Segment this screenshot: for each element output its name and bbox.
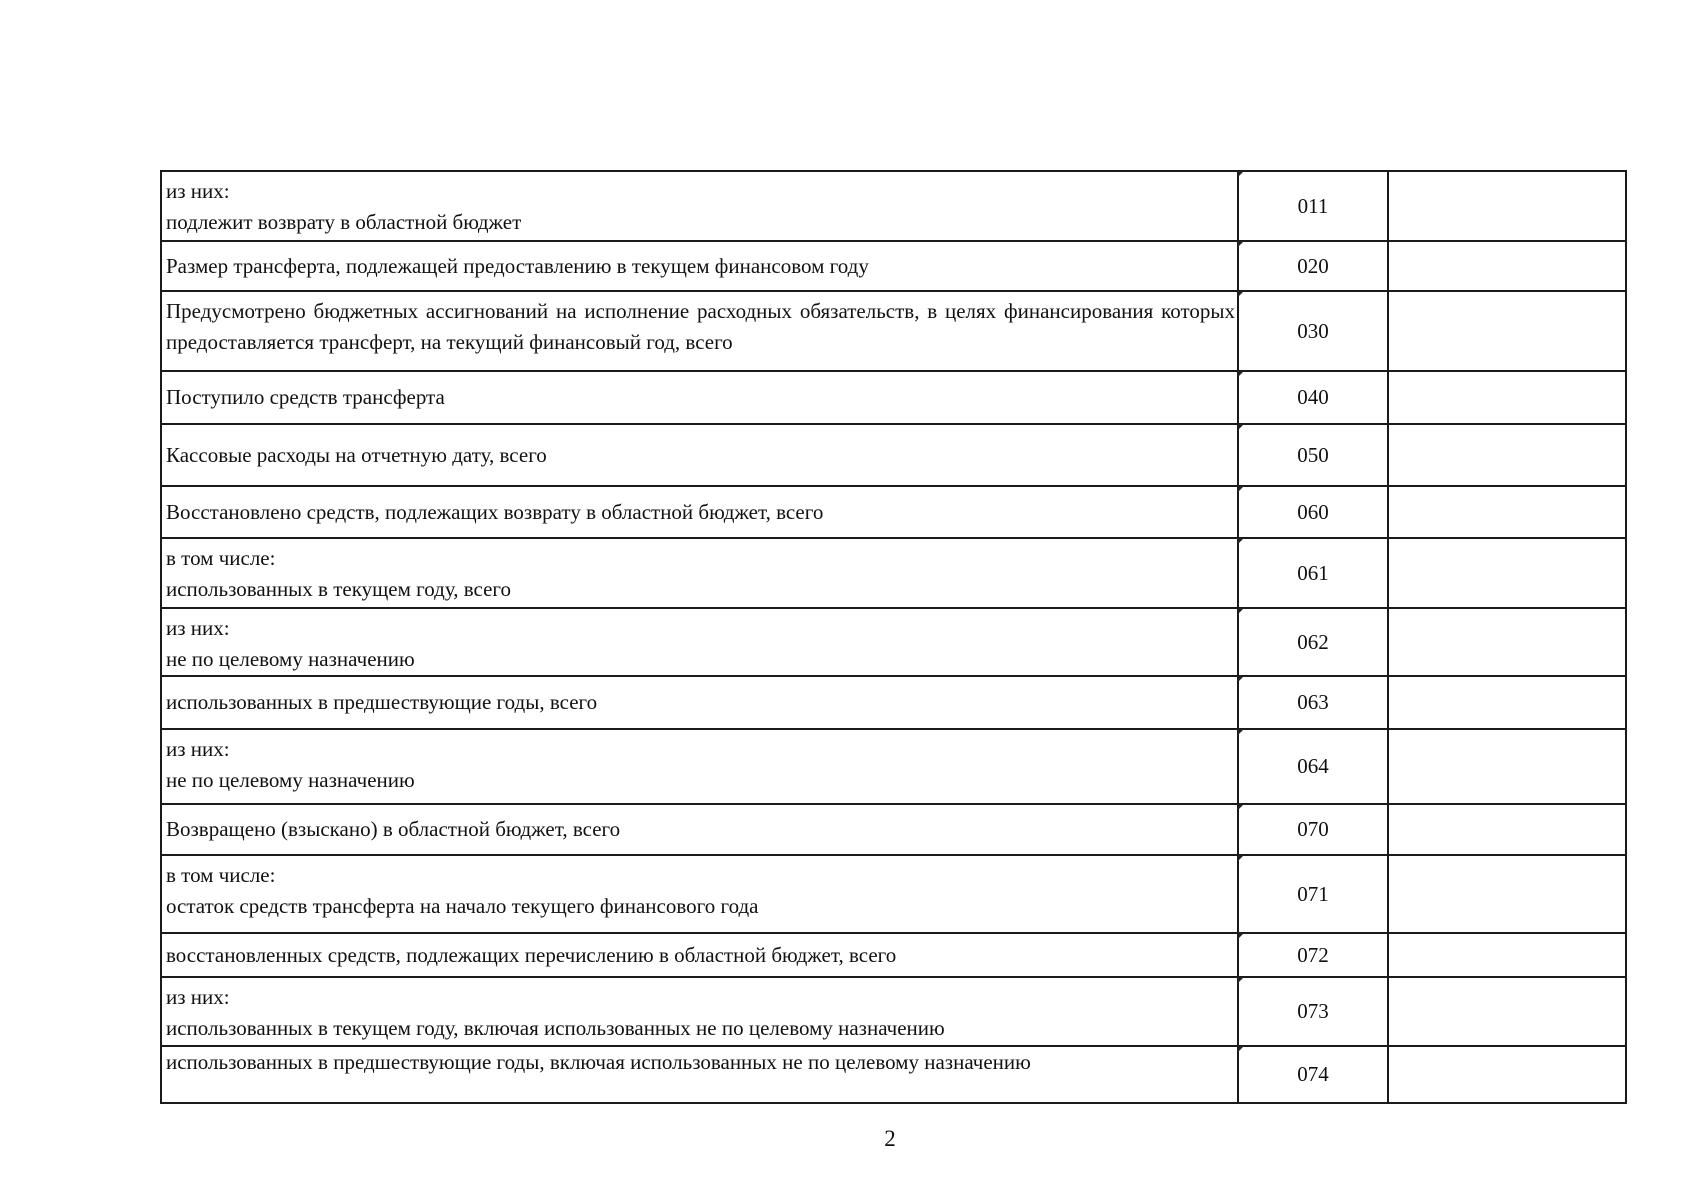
row-description: использованных в предшествующие годы, включая использованных не по целевому назначению (161, 1046, 1238, 1103)
table-row (161, 855, 1626, 933)
row-code: 071 (1238, 855, 1388, 933)
row-code: 062 (1238, 608, 1388, 676)
table-row (161, 729, 1626, 804)
row-code: 063 (1238, 676, 1388, 729)
row-description: в том числе: использованных в текущем году, всего (161, 538, 1238, 608)
table-row (161, 977, 1626, 1046)
row-value[interactable] (1388, 171, 1626, 241)
table-row (161, 608, 1626, 676)
table-row (161, 486, 1626, 538)
row-description: Предусмотрено бюджетных ассигнований на исполнение расходных обязательств, в целях финансирования которых предоставляется трансферт, на текущий финансовый год, всего (161, 291, 1238, 371)
row-code: 074 (1238, 1046, 1388, 1103)
row-value[interactable] (1388, 424, 1626, 486)
row-description: Кассовые расходы на отчетную дату, всего (161, 424, 1238, 486)
row-value[interactable] (1388, 1046, 1626, 1103)
row-code: 040 (1238, 371, 1388, 424)
row-description: из них: не по целевому назначению (161, 729, 1238, 804)
row-code: 073 (1238, 977, 1388, 1046)
row-code: 070 (1238, 804, 1388, 855)
row-code: 072 (1238, 933, 1388, 977)
row-code: 020 (1238, 241, 1388, 291)
table-row (161, 371, 1626, 424)
row-value[interactable] (1388, 486, 1626, 538)
row-code: 060 (1238, 486, 1388, 538)
table-row (161, 933, 1626, 977)
row-code: 050 (1238, 424, 1388, 486)
row-description: из них: подлежит возврату в областной бюджет (161, 171, 1238, 241)
page-number: 2 (884, 1126, 896, 1151)
row-description: восстановленных средств, подлежащих перечислению в областной бюджет, всего (161, 933, 1238, 977)
table-row (161, 291, 1626, 371)
table-row (161, 424, 1626, 486)
row-value[interactable] (1388, 241, 1626, 291)
table-row (161, 676, 1626, 729)
table-row (161, 171, 1626, 241)
row-value[interactable] (1388, 291, 1626, 371)
row-code: 061 (1238, 538, 1388, 608)
table-row (161, 241, 1626, 291)
row-description: использованных в предшествующие годы, всего (161, 676, 1238, 729)
row-code: 030 (1238, 291, 1388, 371)
row-code: 011 (1238, 171, 1388, 241)
row-description: из них: использованных в текущем году, включая использованных не по целевому назначению (161, 977, 1238, 1046)
row-description: в том числе: остаток средств трансферта на начало текущего финансового года (161, 855, 1238, 933)
row-value[interactable] (1388, 608, 1626, 676)
row-value[interactable] (1388, 371, 1626, 424)
table-row (161, 804, 1626, 855)
row-value[interactable] (1388, 855, 1626, 933)
table-row (161, 538, 1626, 608)
row-value[interactable] (1388, 804, 1626, 855)
row-description: Размер трансферта, подлежащей предоставлению в текущем финансовом году (161, 241, 1238, 291)
row-value[interactable] (1388, 538, 1626, 608)
report-table (160, 170, 1627, 1104)
row-description: Восстановлено средств, подлежащих возврату в областной бюджет, всего (161, 486, 1238, 538)
table-row (161, 1046, 1626, 1103)
row-value[interactable] (1388, 729, 1626, 804)
row-value[interactable] (1388, 977, 1626, 1046)
row-value[interactable] (1388, 933, 1626, 977)
row-value[interactable] (1388, 676, 1626, 729)
row-description: Возвращено (взыскано) в областной бюджет, всего (161, 804, 1238, 855)
row-code: 064 (1238, 729, 1388, 804)
row-description: из них: не по целевому назначению (161, 608, 1238, 676)
row-description: Поступило средств трансферта (161, 371, 1238, 424)
